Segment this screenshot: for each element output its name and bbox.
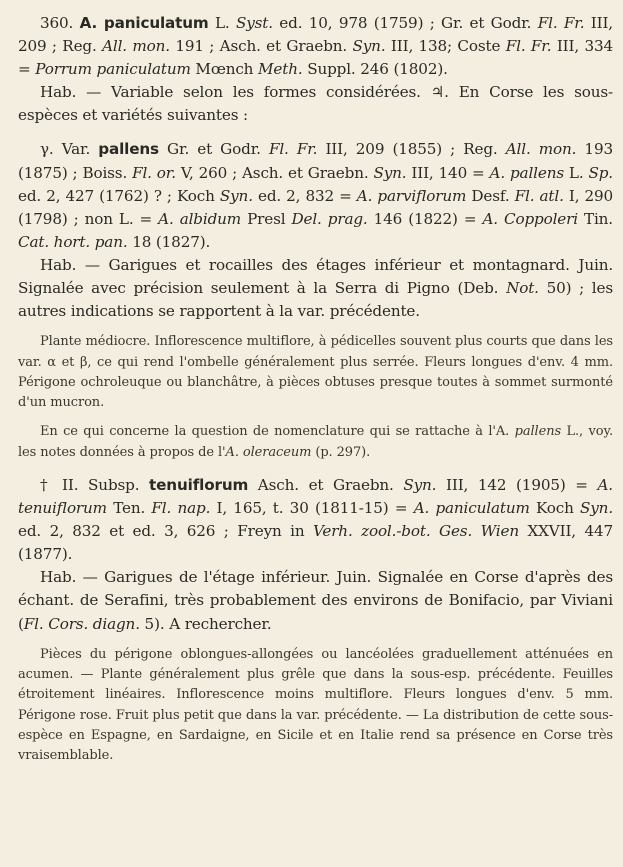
note-text: (p. 297). bbox=[311, 444, 371, 460]
citation-italic: Fl. atl. bbox=[514, 186, 564, 205]
citation-italic: A. tenuiflorum bbox=[18, 476, 613, 518]
citation-italic: All. mon. bbox=[505, 140, 577, 159]
citation-text: ed. 2, 832 = bbox=[252, 186, 357, 205]
subspecies-name: tenuiflorum bbox=[149, 476, 249, 494]
description-tenuiflorum: Pièces du périgone oblongues-allongées ou lancéolées graduellement atténuées en acumen. — Plante généralement plus grêle que dans la sous-esp. précédente. Feuilles étroitement linéaires. Inflorescence moins multiflore. Fleurs longues d'env. 5 mm. Périgone rose. Fruit plus petit que dans la var. précédente. — La distribution de cette sous-espèce en Espagne, en Sardaigne, en Sicile et en Italie rend sa présence en Corse très vraisemblable. bbox=[18, 646, 613, 764]
citation-text: Var. bbox=[53, 140, 99, 159]
note-text: L., voy. les notes données à propos de l' bbox=[18, 424, 613, 460]
variety-pallens bbox=[18, 138, 613, 253]
habitat-text: 50) ; les autres indications se rapportent à la var. précédente. bbox=[18, 279, 613, 321]
citation-text: I, 290 (1798) ; non L. = bbox=[18, 186, 614, 228]
note-pallens bbox=[18, 422, 613, 463]
citation-italic: Syn. bbox=[373, 163, 407, 182]
citation-italic: Not. bbox=[506, 279, 539, 298]
species-name: A. paniculatum bbox=[79, 14, 209, 32]
citation-text: Suppl. 246 (1802). bbox=[302, 60, 448, 79]
citation-text: Ten. bbox=[106, 499, 152, 518]
citation-text: L. bbox=[563, 163, 589, 182]
citation-italic: Fl. nap. bbox=[151, 499, 211, 518]
citation-text: Subsp. bbox=[78, 476, 150, 494]
entry-360 bbox=[18, 12, 613, 81]
citation-italic: Syst. bbox=[235, 14, 273, 32]
citation-italic: pallens bbox=[514, 424, 562, 440]
citation-text: III, 138; Coste bbox=[385, 37, 506, 56]
citation-italic: Syn. bbox=[580, 499, 613, 518]
citation-italic: A. pallens bbox=[489, 163, 564, 182]
citation-text: L. bbox=[208, 14, 236, 32]
citation-italic: Fl. Fr. bbox=[505, 37, 552, 56]
citation-text: ed. 2, 832 et ed. 3, 626 ; Freyn in bbox=[18, 522, 313, 541]
citation-italic: Cat. hort. pan. bbox=[18, 232, 128, 251]
citation-italic: Fl. Cors. diagn. bbox=[23, 614, 140, 633]
citation-text: Gr. et Godr. bbox=[158, 140, 269, 159]
citation-text: ed. 10, 978 (1759) ; Gr. et Godr. bbox=[272, 14, 538, 32]
citation-text: Asch. et Graebn. bbox=[248, 476, 404, 494]
citation-text: Koch bbox=[529, 499, 580, 518]
citation-italic: Syn. bbox=[403, 476, 437, 494]
subspecies-tenuiflorum bbox=[18, 474, 613, 566]
habitat-tenuiflorum bbox=[18, 566, 613, 635]
citation-text: 146 (1822) = bbox=[367, 209, 483, 228]
citation-italic: Sp. bbox=[588, 163, 613, 182]
citation-italic: Del. prag. bbox=[291, 209, 368, 228]
citation-italic: A. oleraceum bbox=[225, 444, 312, 460]
citation-italic: Syn. bbox=[219, 186, 253, 205]
citation-text: 18 (1827). bbox=[127, 232, 211, 251]
citation-italic: Fl. Fr. bbox=[268, 140, 318, 159]
citation-text: Presl bbox=[241, 209, 292, 228]
citation-text: V, 260 ; Asch. et Graebn. bbox=[175, 163, 374, 182]
citation-text: XXVII, 447 (1877). bbox=[18, 522, 614, 564]
citation-text: III, 209 ; Reg. bbox=[18, 14, 613, 56]
citation-text: Tin. bbox=[577, 209, 613, 228]
citation-italic: Verh. zool.-bot. Ges. Wien bbox=[312, 522, 519, 541]
citation-italic: Porrum paniculatum bbox=[35, 60, 191, 79]
citation-italic: A. parviflorum bbox=[356, 186, 467, 205]
citation-text: III, 142 (1905) = bbox=[436, 476, 598, 494]
citation-text: ed. 2, 427 (1762) ? ; Koch bbox=[18, 186, 220, 205]
habitat-360: Hab. — Variable selon les formes considérées. ♃. En Corse les sous-espèces et variétés suivantes : bbox=[18, 83, 613, 125]
citation-text: III, 140 = bbox=[406, 163, 490, 182]
citation-italic: A. Coppoleri bbox=[482, 209, 578, 228]
citation-italic: Meth. bbox=[258, 60, 303, 79]
citation-italic: All. mon. bbox=[102, 37, 170, 56]
subspecies-mark: † II. bbox=[40, 476, 79, 494]
citation-text: III, 334 = bbox=[18, 37, 613, 79]
note-text: En ce qui concerne la question de nomenclature qui se rattache à l'A. bbox=[40, 424, 515, 440]
citation-text: III, 209 (1855) ; Reg. bbox=[317, 140, 506, 159]
habitat-text: Hab. — Garigues et rocailles des étages inférieur et montagnard. Juin. Signalée avec précision seulement à la Serra di Pigno (Deb. bbox=[18, 255, 613, 298]
variety-letter: γ. bbox=[40, 140, 54, 159]
citation-italic: A. paniculatum bbox=[413, 499, 530, 518]
habitat-text: 5). A rechercher. bbox=[139, 614, 272, 633]
citation-italic: Fl. Fr. bbox=[537, 14, 585, 32]
citation-italic: A. albidum bbox=[158, 209, 242, 228]
citation-italic: Fl. or. bbox=[132, 163, 176, 182]
habitat-pallens bbox=[18, 254, 613, 323]
variety-name: pallens bbox=[98, 140, 159, 159]
citation-text: I, 165, t. 30 (1811-15) = bbox=[210, 499, 414, 518]
description-pallens: Plante médiocre. Inflorescence multiflore, à pédicelles souvent plus courts que dans les var. α et β, ce qui rend l'ombelle généralement plus serrée. Fleurs longues d'env. 4 mm. Périgone ochroleuque ou blanchâtre, à pièces obtuses presque toutes à sommet surmonté d'un mucron. bbox=[18, 334, 613, 411]
citation-text: Mœnch bbox=[190, 60, 258, 79]
habitat-text: Hab. — Garigues de l'étage inférieur. Juin. Signalée en Corse d'après des échant. de Serafini, très probablement des environs de Bonifacio, par Viviani ( bbox=[18, 568, 613, 633]
citation-text: 193 (1875) ; Boiss. bbox=[18, 140, 613, 182]
citation-text: Desf. bbox=[466, 186, 515, 205]
citation-text: 191 ; Asch. et Graebn. bbox=[169, 37, 353, 56]
citation-italic: Syn. bbox=[352, 37, 386, 56]
entry-number: 360. bbox=[40, 14, 74, 32]
